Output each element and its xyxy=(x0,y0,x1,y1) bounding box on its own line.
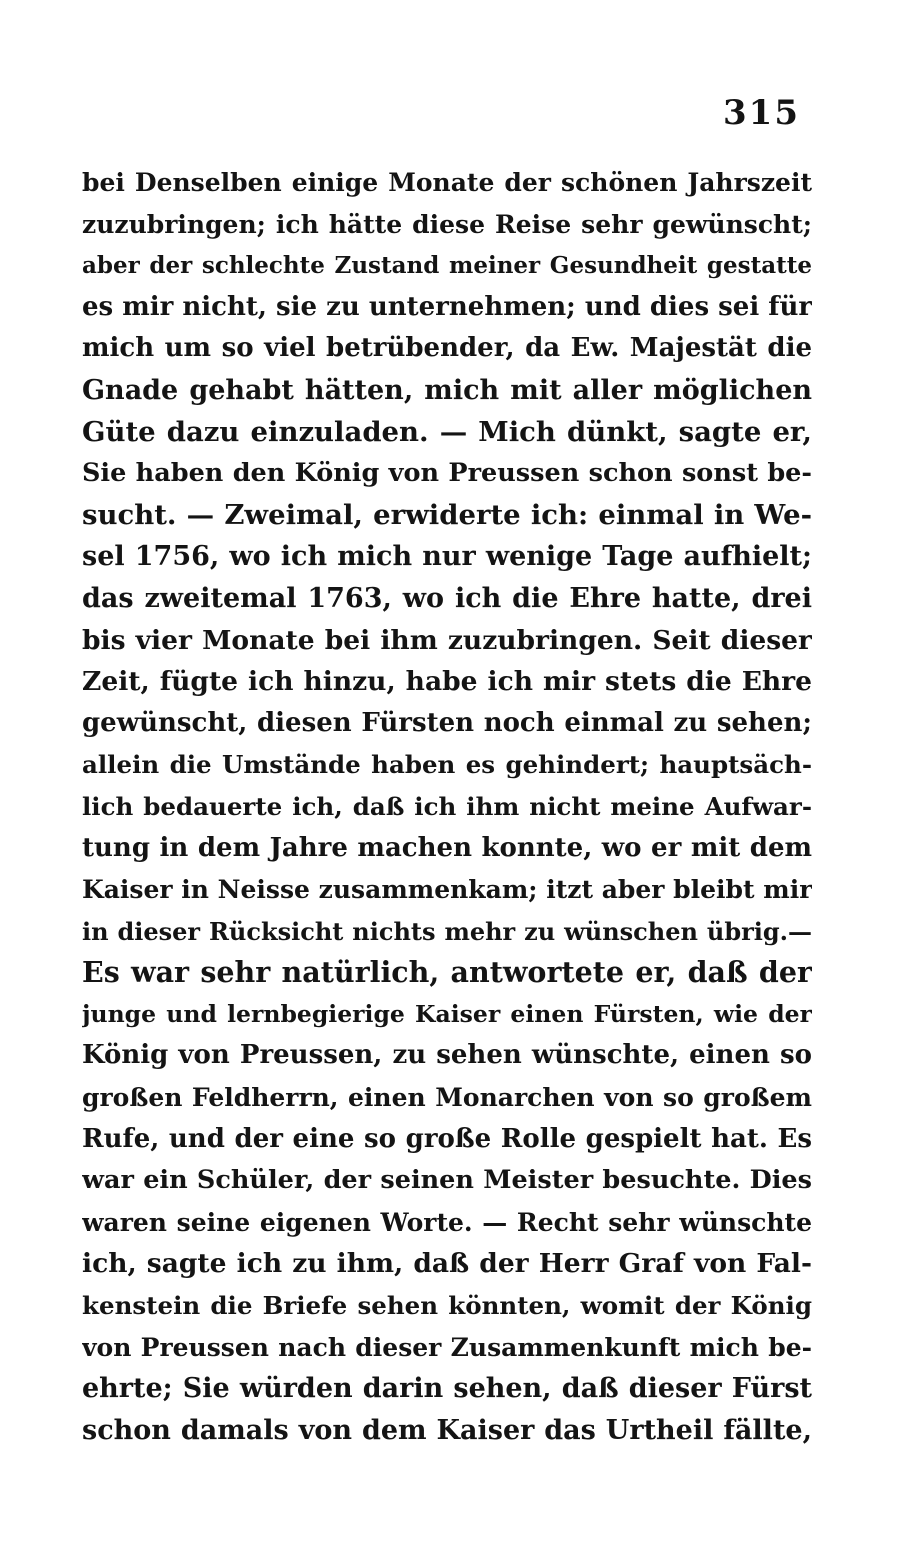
text-line-11: das zweitemal 1763, wo ich die Ehre hatte, drei xyxy=(82,582,812,614)
text-line-21: junge und lernbegierige Kaiser einen Fürsten, wie der xyxy=(82,999,812,1028)
text-line-30: ehrte; Sie würden darin sehen, daß dieser Fürst xyxy=(82,1373,812,1405)
text-line-27: ich, sagte ich zu ihm, daß der Herr Graf von Fal- xyxy=(82,1248,812,1280)
text-line-16: lich bedauerte ich, daß ich ihm nicht meine Aufwar- xyxy=(82,791,812,821)
text-line-8: Sie haben den König von Preussen schon sonst be- xyxy=(82,458,812,489)
text-line-9: sucht. — Zweimal, erwiderte ich: einmal in We- xyxy=(82,498,812,531)
text-line-23: großen Feldherrn, einen Monarchen von so großem xyxy=(82,1083,812,1113)
text-line-2: zuzubringen; ich hätte diese Reise sehr gewünscht; xyxy=(82,209,812,239)
text-line-17: tung in dem Jahre machen konnte, wo er mit dem xyxy=(82,832,812,863)
text-line-6: Gnade gehabt hätten, mich mit aller möglichen xyxy=(82,374,812,406)
text-line-15: allein die Umstände haben es gehindert; hauptsäch- xyxy=(82,750,812,780)
text-line-25: war ein Schüler, der seinen Meister besuchte. Dies xyxy=(82,1165,812,1196)
text-line-22: König von Preussen, zu sehen wünschte, einen so xyxy=(82,1040,812,1071)
text-line-5: mich um so viel betrübender, da Ew. Majestät die xyxy=(82,333,812,364)
text-line-3: aber der schlechte Zustand meiner Gesundheit gestatte xyxy=(82,252,812,280)
text-line-28: kenstein die Briefe sehen könnten, womit der König xyxy=(82,1291,812,1321)
text-line-4: es mir nicht, sie zu unternehmen; und dies sei für xyxy=(82,291,812,322)
text-line-14: gewünscht, diesen Fürsten noch einmal zu sehen; xyxy=(82,707,812,738)
text-line-7: Güte dazu einzuladen. — Mich dünkt, sagte er, xyxy=(82,415,812,448)
text-line-18: Kaiser in Neisse zusammenkam; itzt aber bleibt mir xyxy=(82,875,812,905)
page-number: 315 xyxy=(723,93,800,133)
text-line-19: in dieser Rücksicht nichts mehr zu wünschen übrig.— xyxy=(82,916,812,946)
text-line-26: waren seine eigenen Worte. — Recht sehr wünschte xyxy=(82,1207,812,1237)
text-line-12: bis vier Monate bei ihm zuzubringen. Seit dieser xyxy=(82,624,812,656)
text-line-1: bei Denselben einige Monate der schönen Jahrszeit xyxy=(82,168,812,197)
body-text xyxy=(82,162,812,1451)
text-line-10: sel 1756, wo ich mich nur wenige Tage aufhielt; xyxy=(82,541,812,573)
text-line-20: Es war sehr natürlich, antwortete er, daß der xyxy=(82,955,812,990)
text-line-31: schon damals von dem Kaiser das Urtheil fällte, xyxy=(82,1414,812,1446)
text-line-24: Rufe, und der eine so große Rolle gespielt hat. Es xyxy=(82,1123,812,1154)
text-line-13: Zeit, fügte ich hinzu, habe ich mir stets die Ehre xyxy=(82,666,812,698)
text-line-29: von Preussen nach dieser Zusammenkunft mich be- xyxy=(82,1332,812,1362)
